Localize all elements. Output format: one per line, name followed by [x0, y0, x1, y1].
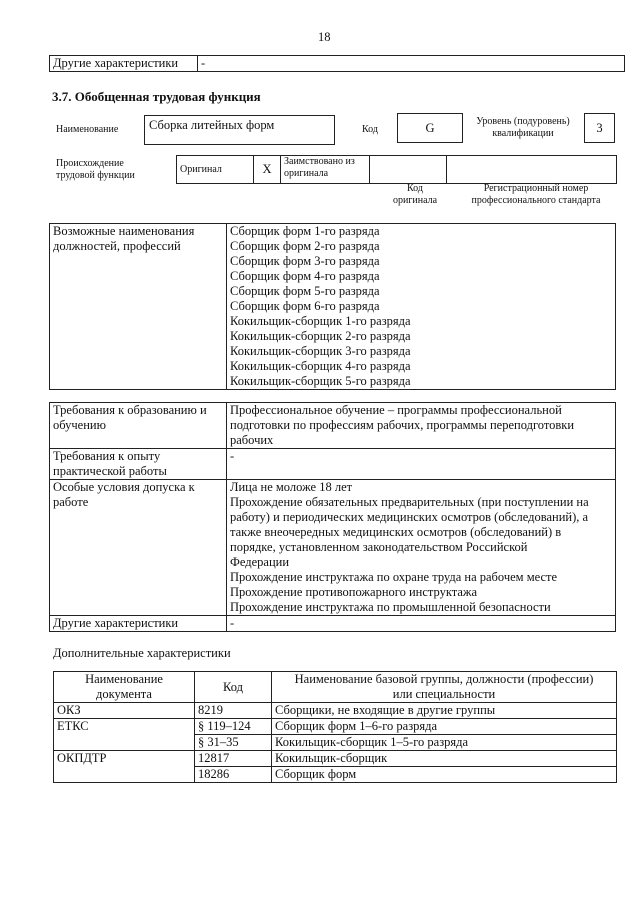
- header-code: Код: [195, 672, 272, 703]
- list-item: Сборщик форм 1-го разряда: [230, 224, 380, 238]
- registration-caption: Регистрационный номер профессионального стандарта: [471, 183, 601, 206]
- experience-label: Требования к опыту практической работы: [50, 449, 227, 480]
- table-row: 18286 Сборщик форм: [54, 767, 617, 783]
- code-value-box: G: [397, 113, 463, 143]
- registration-number-cell: [447, 156, 617, 184]
- original-mark: X: [254, 156, 281, 184]
- top-other-value: -: [198, 56, 625, 72]
- table-row: ОКЗ 8219 Сборщики, не входящие в другие группы: [54, 703, 617, 719]
- list-item: Кокильщик-сборщик 5-го разряда: [230, 374, 411, 388]
- experience-value: -: [227, 449, 616, 480]
- education-value: Профессиональное обучение – программы профессиональной подготовки по профессиям рабочих, программы переподготовки рабочих: [227, 403, 616, 449]
- list-item: Кокильщик-сборщик 2-го разряда: [230, 329, 411, 343]
- section-title: 3.7. Обобщенная трудовая функция: [52, 89, 261, 104]
- header-document: Наименование документа: [54, 672, 195, 703]
- code-original-caption: Код оригинала: [392, 183, 438, 206]
- list-item: Сборщик форм 5-го разряда: [230, 284, 380, 298]
- borrowed-label: Заимствовано из оригинала: [281, 156, 370, 184]
- additional-table: [53, 671, 617, 783]
- positions-label: Возможные наименования должностей, профессий: [50, 224, 227, 390]
- list-item: Кокильщик-сборщик 1-го разряда: [230, 314, 411, 328]
- original-label: Оригинал: [177, 156, 254, 184]
- level-value-box: 3: [584, 113, 615, 143]
- list-item: Сборщик форм 3-го разряда: [230, 254, 380, 268]
- list-item: Кокильщик-сборщик 3-го разряда: [230, 344, 411, 358]
- level-label: Уровень (подуровень) квалификации: [476, 116, 570, 139]
- other-characteristics-value: -: [227, 616, 616, 632]
- additional-title: Дополнительные характеристики: [53, 646, 231, 660]
- top-other-label: Другие характеристики: [50, 56, 198, 72]
- table-row: § 31–35 Кокильщик-сборщик 1–5-го разряда: [54, 735, 617, 751]
- list-item: Кокильщик-сборщик 4-го разряда: [230, 359, 411, 373]
- positions-table: [49, 223, 616, 390]
- special-conditions-value: Лица не моложе 18 лет Прохождение обязательных предварительных (при поступлении на работу) и периодических медицинских осмотров (обследований), а также внеочередных медицинских осмотров (обследований) в порядке, установленном законодательством Российской Федерации Прохождение инструктажа по охране труда на рабочем месте Прохождение противопожарного инструктажа Прохождение инструктажа по промышленной безопасности: [227, 480, 616, 616]
- header-name: Наименование базовой группы, должности (профессии) или специальности: [272, 672, 617, 703]
- list-item: Сборщик форм 2-го разряда: [230, 239, 380, 253]
- list-item: Сборщик форм 6-го разряда: [230, 299, 380, 313]
- original-code-cell: [370, 156, 447, 184]
- name-value-box: Сборка литейных форм: [144, 115, 335, 145]
- table-row: ОКПДТР 12817 Кокильщик-сборщик: [54, 751, 617, 767]
- special-conditions-label: Особые условия допуска к работе: [50, 480, 227, 616]
- positions-list: [227, 224, 616, 390]
- origin-table: [176, 155, 617, 184]
- requirements-table: [49, 402, 616, 632]
- top-other-characteristics-table: [49, 55, 625, 72]
- list-item: Сборщик форм 4-го разряда: [230, 269, 380, 283]
- code-label: Код: [362, 124, 378, 135]
- page-number: 18: [318, 30, 331, 44]
- origin-label: Происхождение трудовой функции: [56, 158, 135, 181]
- other-characteristics-label: Другие характеристики: [50, 616, 227, 632]
- table-row: ЕТКС § 119–124 Сборщик форм 1–6-го разряда: [54, 719, 617, 735]
- name-label: Наименование: [56, 124, 119, 135]
- education-label: Требования к образованию и обучению: [50, 403, 227, 449]
